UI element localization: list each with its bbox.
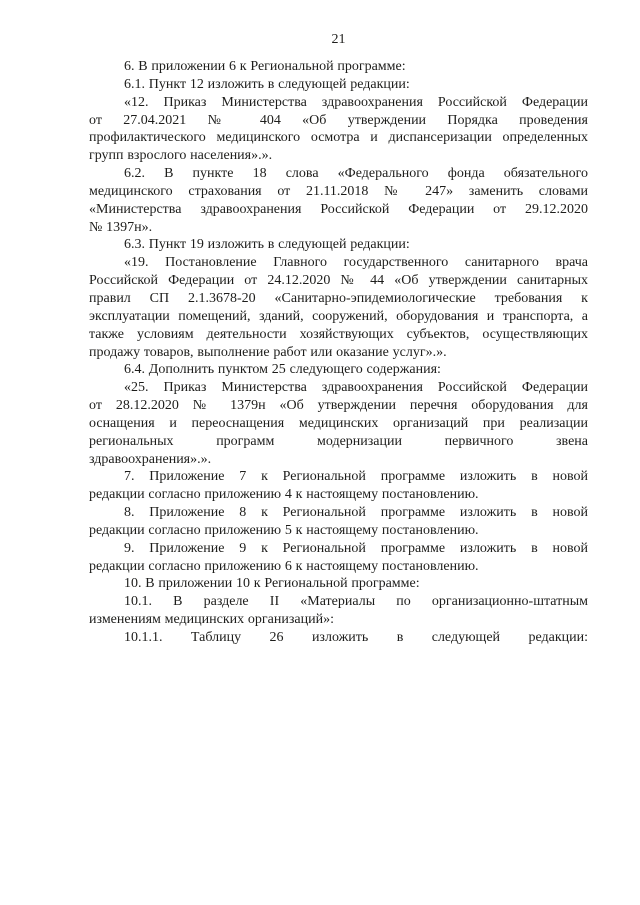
- paragraph: [89, 254, 588, 361]
- paragraph: [89, 629, 588, 647]
- text-line: 6.2. В пункте 18 слова «Федерального фонда обязательного: [124, 166, 588, 182]
- paragraph: [89, 76, 588, 94]
- text-line: 10. В приложении 10 к Региональной программе:: [124, 576, 420, 592]
- paragraph: [89, 361, 588, 379]
- paragraph: [89, 504, 588, 540]
- text-line: здравоохранения».».: [89, 451, 212, 467]
- text-line: эксплуатации помещений, зданий, сооружений, оборудования и транспорта, а: [89, 308, 588, 324]
- text-line: Российской Федерации от 24.12.2020 № 44 «Об утверждении санитарных: [89, 273, 588, 289]
- text-line: также условиям деятельности хозяйствующих субъектов, осуществляющих: [89, 326, 588, 342]
- text-line: 10.1.1. Таблицу 26 изложить в следующей редакции:: [124, 630, 588, 645]
- text-line: 8. Приложение 8 к Региональной программе изложить в новой: [124, 505, 588, 521]
- text-line: правил СП 2.1.3678-20 «Санитарно-эпидемиологические требования к: [89, 290, 588, 306]
- paragraph: [89, 379, 588, 468]
- paragraph: [89, 94, 588, 165]
- paragraph: [89, 575, 588, 593]
- text-line: редакции согласно приложению 4 к настоящему постановлению.: [89, 487, 479, 503]
- text-line: 7. Приложение 7 к Региональной программе изложить в новой: [124, 469, 588, 485]
- paragraph: [89, 593, 588, 629]
- text-line: оснащения и переоснащения медицинских организаций при реализации: [89, 415, 588, 431]
- text-line: 9. Приложение 9 к Региональной программе изложить в новой: [124, 540, 588, 556]
- text-line: 6.4. Дополнить пунктом 25 следующего содержания:: [124, 362, 441, 378]
- paragraph: [89, 58, 588, 76]
- text-line: «Министерства здравоохранения Российской Федерации от 29.12.2020: [89, 201, 588, 217]
- text-line: 6. В приложении 6 к Региональной программе:: [124, 59, 406, 74]
- document-text-block: [89, 58, 588, 647]
- page-number: 21: [331, 32, 346, 47]
- text-line: медицинского страхования от 21.11.2018 № 247» заменить словами: [89, 183, 588, 199]
- text-line: редакции согласно приложению 6 к настоящему постановлению.: [89, 558, 479, 574]
- paragraph: [89, 468, 588, 504]
- paragraph: [89, 165, 588, 236]
- text-line: от 28.12.2020 № 1379н «Об утверждении перечня оборудования для: [89, 398, 588, 414]
- paragraph: [89, 540, 588, 576]
- text-line: «25. Приказ Министерства здравоохранения Российской Федерации: [124, 380, 588, 396]
- text-line: 6.1. Пункт 12 изложить в следующей редакции:: [124, 76, 410, 92]
- text-line: профилактического медицинского осмотра и диспансеризации определенных: [89, 130, 588, 146]
- text-line: «12. Приказ Министерства здравоохранения Российской Федерации: [124, 94, 588, 110]
- text-line: изменениям медицинских организаций»:: [89, 612, 334, 628]
- text-line: от 27.04.2021 № 404 «Об утверждении Порядка проведения: [89, 112, 588, 128]
- text-line: 10.1. В разделе II «Материалы по организационно-штатным: [124, 594, 588, 610]
- text-line: 6.3. Пункт 19 изложить в следующей редакции:: [124, 237, 410, 253]
- text-line: «19. Постановление Главного государственного санитарного врача: [124, 255, 588, 271]
- text-line: редакции согласно приложению 5 к настоящему постановлению.: [89, 522, 479, 538]
- paragraph: [89, 236, 588, 254]
- text-line: продажу товаров, выполнение работ или оказание услуг».».: [89, 344, 447, 360]
- text-line: групп взрослого населения».».: [89, 148, 273, 164]
- text-line: № 1397н».: [89, 219, 153, 235]
- text-line: региональных программ модернизации первичного звена: [89, 433, 588, 449]
